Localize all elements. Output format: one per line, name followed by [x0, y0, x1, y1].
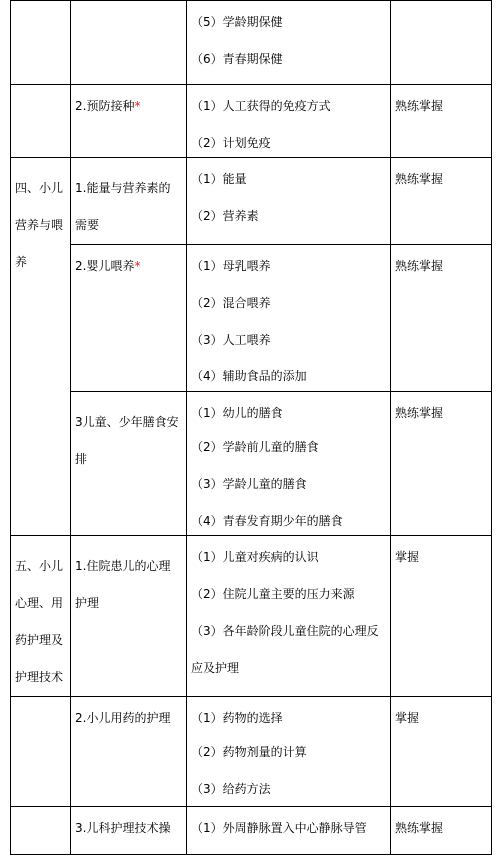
requirement-label: 熟练掌握 — [395, 406, 444, 420]
topic-label: 1.能量与营养素的需要 — [75, 181, 171, 232]
topic-label: 1.住院患儿的心理护理 — [75, 559, 171, 610]
content-cell — [187, 536, 391, 697]
content-item: （3）人工喂养 — [191, 333, 271, 347]
requirement-label: 熟练掌握 — [395, 99, 444, 113]
topic-cell — [71, 158, 187, 245]
content-item: （1）儿童对疾病的认识 — [191, 550, 319, 564]
requirement-label: 熟练掌握 — [395, 172, 444, 186]
topic-cell — [71, 245, 187, 392]
topic-label: 2.婴儿喂养 — [75, 259, 135, 273]
content-item: （4）辅助食品的添加 — [191, 369, 307, 383]
content-item: （1）能量 — [191, 172, 247, 186]
topic-label: 3.儿科护理技术操 — [75, 821, 171, 835]
requirement-cell — [391, 536, 492, 697]
table-row — [11, 536, 492, 697]
chapter-cell — [11, 1, 71, 85]
content-item: （2）混合喂养 — [191, 296, 271, 310]
content-item: （1）幼儿的膳食 — [191, 406, 283, 420]
content-cell — [187, 245, 391, 392]
requirement-cell — [391, 1, 492, 85]
topic-cell — [71, 697, 187, 807]
chapter-cell — [11, 85, 71, 158]
chapter-cell — [11, 158, 71, 536]
requirement-label: 熟练掌握 — [395, 821, 444, 835]
requirement-label: 熟练掌握 — [395, 259, 444, 273]
content-item: （2）计划免疫 — [191, 136, 271, 150]
syllabus-table — [10, 0, 492, 855]
requirement-cell — [391, 392, 492, 536]
table-row — [11, 85, 492, 158]
topic-label: 2.预防接种 — [75, 99, 135, 113]
topic-label: 2.小儿用药的护理 — [75, 711, 171, 725]
content-item: （5）学龄期保健 — [191, 15, 283, 29]
key-point-mark: * — [134, 99, 141, 113]
table-row — [11, 1, 492, 85]
content-item: （2）营养素 — [191, 209, 259, 223]
content-item: （1）药物的选择 — [191, 711, 283, 725]
topic-cell — [71, 536, 187, 697]
content-item: （6）青春期保健 — [191, 52, 283, 66]
requirement-label: 掌握 — [395, 711, 420, 725]
table-row — [11, 392, 492, 536]
content-item: （3）各年龄阶段儿童住院的心理反应及护理 — [191, 624, 379, 675]
content-item: （1）外周静脉置入中心静脉导管 — [191, 821, 367, 835]
chapter-label: 四、小儿营养与喂养 — [15, 181, 64, 269]
requirement-cell — [391, 85, 492, 158]
content-item: （2）药物剂量的计算 — [191, 745, 307, 759]
content-item: （3）学龄儿童的膳食 — [191, 477, 307, 491]
content-cell — [187, 392, 391, 536]
table-row — [11, 697, 492, 807]
content-cell — [187, 85, 391, 158]
requirement-label: 掌握 — [395, 550, 420, 564]
requirement-cell — [391, 697, 492, 807]
requirement-cell — [391, 158, 492, 245]
chapter-cell — [11, 697, 71, 807]
content-item: （4）青春发育期少年的膳食 — [191, 514, 343, 528]
content-item: （3）给药方法 — [191, 782, 271, 796]
topic-label: 3儿童、少年膳食安排 — [75, 415, 179, 466]
table-row — [11, 245, 492, 392]
content-item: （2）住院儿童主要的压力来源 — [191, 587, 355, 601]
topic-cell — [71, 1, 187, 85]
content-item: （2）学龄前儿童的膳食 — [191, 440, 319, 454]
content-cell — [187, 1, 391, 85]
requirement-cell — [391, 245, 492, 392]
topic-cell — [71, 392, 187, 536]
content-item: （1）人工获得的免疫方式 — [191, 99, 331, 113]
content-cell — [187, 697, 391, 807]
chapter-label: 五、小儿心理、用药护理及护理技术 — [15, 559, 64, 684]
table-row — [11, 158, 492, 245]
topic-cell — [71, 85, 187, 158]
chapter-cell — [11, 536, 71, 697]
key-point-mark: * — [134, 259, 141, 273]
content-item: （1）母乳喂养 — [191, 259, 271, 273]
content-cell — [187, 158, 391, 245]
